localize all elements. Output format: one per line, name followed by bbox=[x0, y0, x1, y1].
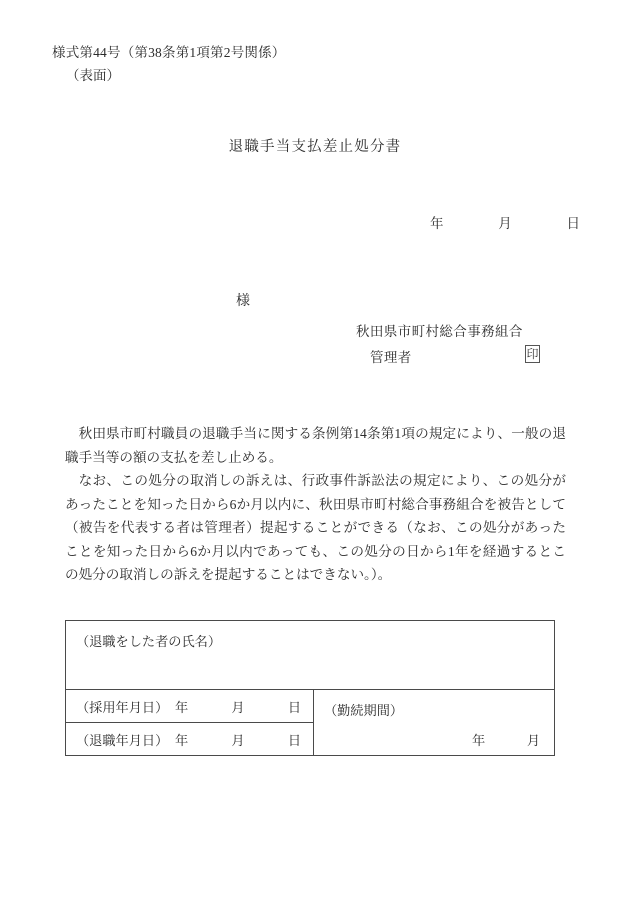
form-side-label: （表面） bbox=[66, 68, 120, 83]
form-number: 様式第44号（第38条第1項第2号関係） bbox=[52, 45, 286, 60]
table-row bbox=[66, 621, 555, 690]
retiree-name-label: （退職をした者の氏名） bbox=[76, 634, 222, 649]
retiree-name-cell bbox=[66, 621, 555, 690]
hire-date-label: （採用年月日） bbox=[76, 699, 169, 715]
service-period-month: 月 bbox=[526, 733, 540, 748]
issue-date-year: 年 bbox=[430, 216, 444, 231]
issuer-organization: 秋田県市町村総合事務組合 bbox=[356, 324, 523, 339]
hire-date-year: 年 bbox=[175, 699, 189, 715]
document-title: 退職手当支払差止処分書 bbox=[228, 139, 402, 155]
service-period-label: （勤続期間） bbox=[324, 703, 404, 718]
retire-date-day: 日 bbox=[287, 732, 301, 748]
retire-date-cell bbox=[66, 723, 314, 756]
retire-date-year: 年 bbox=[175, 732, 189, 748]
body-paragraph-2: なお、この処分の取消しの訴えは、行政事件訴訟法の規定により、この処分があったことを知った日から6か月以内に、秋田県市町村総合事務組合を被告として（被告を代表する者は管理者）提起することができる（なお、この処分があったことを知った日から6か月以内であっても、この処分の日から1年を経過するとこの処分の取消しの訴えを提起することはできない。）。 bbox=[65, 473, 566, 582]
issue-date-month: 月 bbox=[498, 216, 512, 231]
body-paragraph-1: 秋田県市町村職員の退職手当に関する条例第14条第1項の規定により、一般の退職手当等の額の支払を差し止める。 bbox=[65, 426, 566, 465]
issue-date-line bbox=[430, 212, 580, 232]
hire-date-cell bbox=[66, 690, 314, 723]
seal-stamp-icon: 印 bbox=[526, 347, 539, 361]
retire-date-label: （退職年月日） bbox=[76, 732, 169, 748]
service-period-year: 年 bbox=[472, 733, 486, 748]
document-body bbox=[65, 422, 566, 587]
issuer-role: 管理者 bbox=[370, 350, 412, 365]
addressee-honorific: 様 bbox=[236, 294, 250, 309]
hire-date-day: 日 bbox=[287, 699, 301, 715]
retiree-info-table bbox=[65, 620, 555, 756]
service-period-cell bbox=[314, 690, 555, 756]
issue-date-day: 日 bbox=[566, 216, 580, 231]
retire-date-month: 月 bbox=[231, 732, 245, 748]
table-row bbox=[66, 690, 555, 723]
hire-date-month: 月 bbox=[231, 699, 245, 715]
